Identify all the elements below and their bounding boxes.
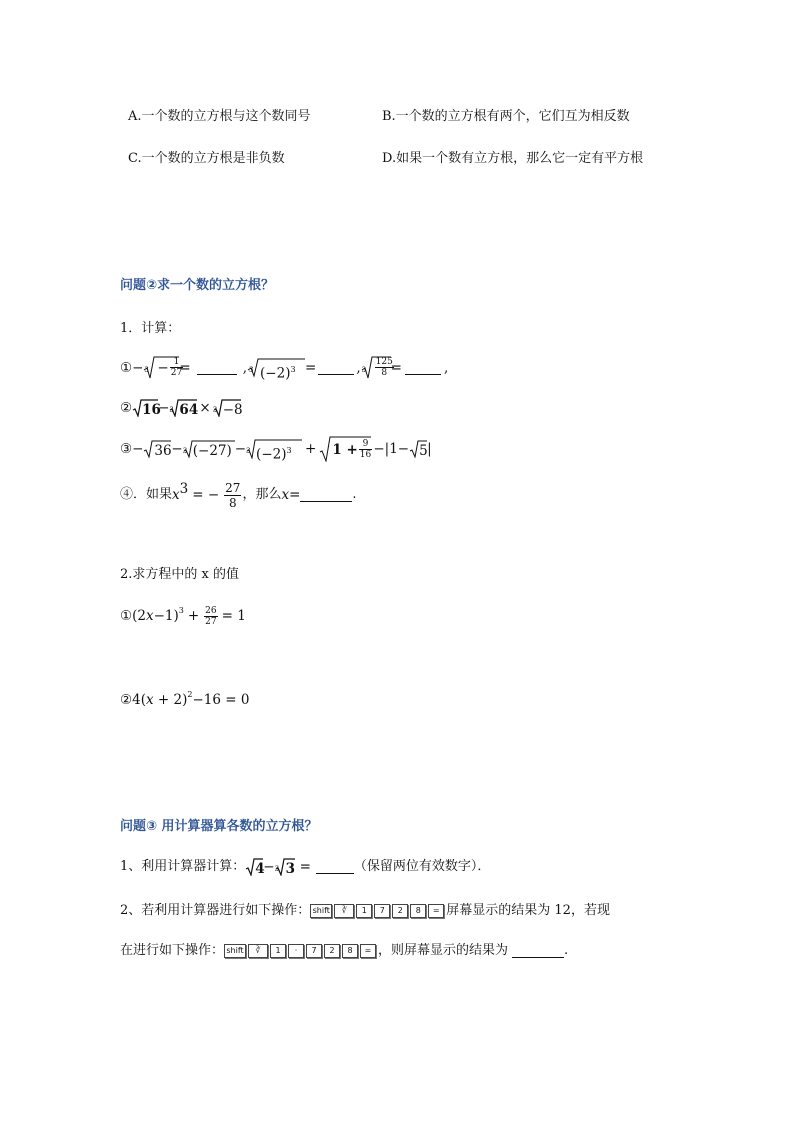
eq-circle-1: ①: [120, 608, 133, 624]
calculator-key-shift: shift: [310, 904, 332, 918]
cube-root-neg27: 3 (−27): [183, 440, 235, 458]
calculator-key-2: 2: [324, 944, 340, 958]
option-c: C.一个数的立方根是非负数: [128, 151, 285, 166]
calculator-key-8: 8: [410, 904, 426, 918]
q3-line2-prefix: 2、若利用计算器进行如下操作：: [120, 903, 311, 918]
circle-2: ②: [120, 400, 133, 416]
calc-line-3: ③ − 36 − 3 (−27) − 3 $(-2)^3$ + 1 + $\frac{9}{16}$ −|1− 5 |: [120, 436, 432, 462]
cube-root-neg8: 3 −8: [212, 402, 243, 418]
circle-4-label: ④．如果: [120, 487, 173, 502]
cube-root-125-8: 3 $\frac{125}{8}$: [361, 357, 393, 378]
eq-circle-2: ②: [120, 692, 133, 708]
q3-line3-end: .: [564, 943, 569, 958]
q3-line-3: [120, 940, 568, 962]
cube-root-neg2-cubed: 3 $(-2)^3$: [246, 439, 302, 459]
equation-1: ① (2x−1) $^3$ + $\frac{26}{27}$ = 1: [120, 605, 246, 627]
sqrt-4: 4: [245, 858, 263, 876]
cube-root-neg2: 3 $(-2)^3$: [247, 358, 305, 378]
sqrt-5: 5: [409, 440, 427, 458]
item-2-label: 2.求方程中的 x 的值: [120, 567, 239, 582]
calc-line-1: ① − 3 − $\frac{1}{27}$ = , 3 $(-2)^3$ = , 3 $\frac{125}{8}$ = ,: [120, 357, 449, 382]
calc-line-4: ④．如果 x $^3$ = − $\frac{27}{8}$ ，那么 x = .: [120, 480, 357, 510]
calculator-key-equals: =: [428, 904, 444, 918]
sqrt-36: 36: [143, 440, 171, 458]
calculator-key-2: 2: [392, 904, 408, 918]
sqrt-16: 16: [132, 399, 158, 417]
circle-3: ③: [120, 441, 133, 457]
calculator-key-8: 8: [342, 944, 358, 958]
q3-line-2: [120, 900, 610, 922]
q3-line-1: 1、利用计算器计算： 4 − 3 3 = （保留两位有效数字）．: [120, 859, 491, 877]
q3-line1-prefix: 1、利用计算器计算：: [120, 859, 246, 874]
calculator-key-equals: =: [360, 944, 376, 958]
calculator-key-decimal: ·: [288, 944, 304, 958]
option-a: A.一个数的立方根与这个数同号: [128, 109, 311, 124]
calculator-key-1: 1: [270, 944, 286, 958]
option-b: B.一个数的立方根有两个，它们互为相反数: [382, 109, 630, 124]
then-label: ，那么: [242, 487, 282, 502]
equation-2: ② 4(x + 2) $^2$ −16 = 0: [120, 690, 250, 708]
sqrt-1-plus-frac: 1 + $\frac{9}{16}$: [319, 436, 371, 462]
key-sequence-2: [224, 944, 378, 958]
calculator-key-7: 7: [306, 944, 322, 958]
calculator-key-cube-root: ∛: [248, 944, 268, 958]
calc-line-2: ② 16 − 3 64 × 3 −8: [120, 400, 243, 418]
q3-line2-suffix: 屏幕显示的结果为 12，若现: [446, 903, 610, 918]
circle-1: ①: [120, 360, 133, 376]
calculator-key-1: 1: [356, 904, 372, 918]
q3-line1-suffix: （保留两位有效数字）．: [353, 859, 491, 874]
calculator-key-cube-root: ∛: [334, 904, 354, 918]
q3-line3-prefix: 在进行如下操作：: [120, 943, 225, 958]
key-sequence-1: [310, 904, 446, 918]
question-3-heading: 问题③ 用计算器算各数的立方根？: [120, 819, 318, 834]
question-2-heading: 问题②求一个数的立方根？: [120, 278, 275, 293]
option-d: D.如果一个数有立方根，那么它一定有平方根: [382, 151, 644, 166]
item-1-label: 1．计算：: [120, 321, 181, 336]
cube-root-64: 3 64: [169, 402, 199, 418]
cube-root-3: 3 3: [274, 861, 295, 877]
q3-line3-suffix: ，则屏幕显示的结果为: [378, 943, 509, 958]
calculator-key-shift: shift: [224, 944, 246, 958]
calculator-key-7: 7: [374, 904, 390, 918]
equals-sign: =: [289, 487, 301, 503]
period: .: [352, 487, 357, 502]
cube-root-frac: 3 − $\frac{1}{27}$: [144, 357, 183, 378]
